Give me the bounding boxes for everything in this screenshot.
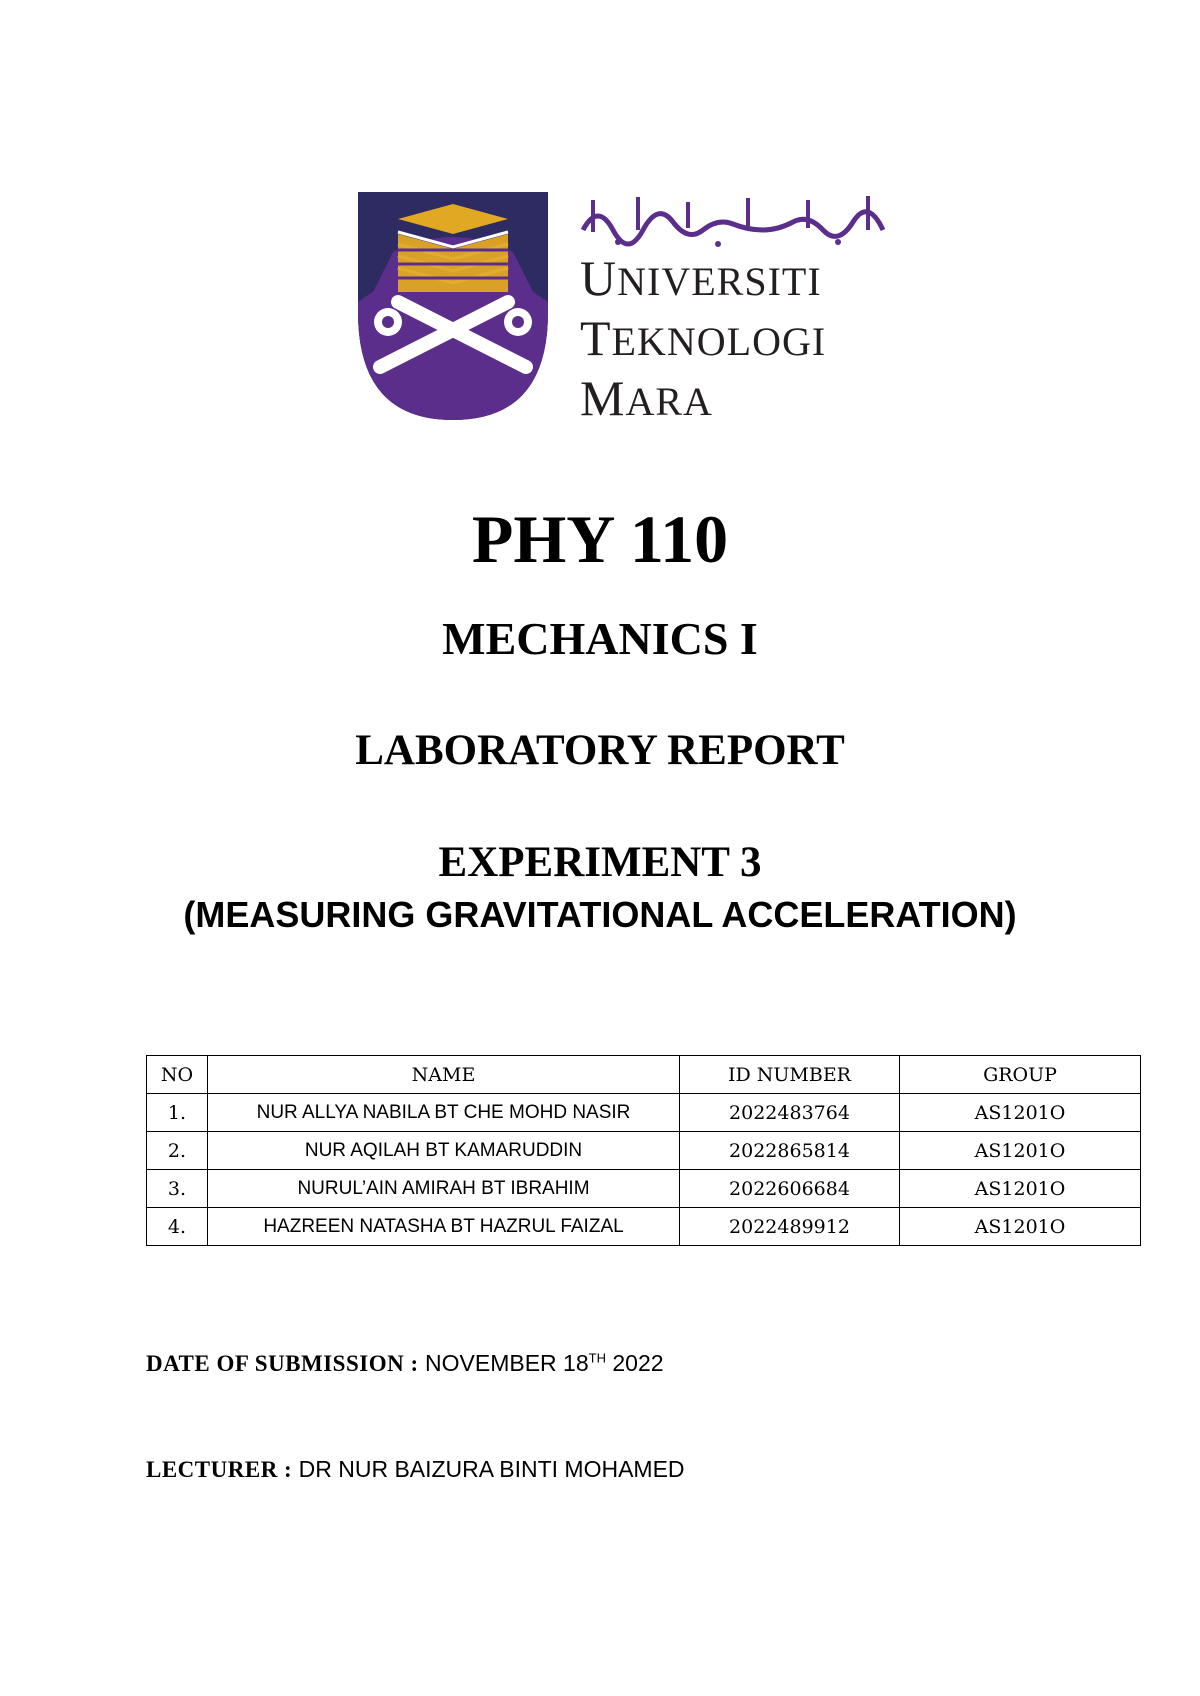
university-name-line-3: MARA: [580, 370, 713, 426]
university-name: [580, 250, 826, 430]
row-group: AS1201O: [900, 1094, 1141, 1132]
header-name: NAME: [208, 1056, 680, 1094]
jawi-calligraphy-icon: [578, 192, 888, 252]
row-no: 3.: [147, 1170, 208, 1208]
submission-year: 2022: [612, 1350, 664, 1376]
row-no: 4.: [147, 1208, 208, 1246]
lecturer: [146, 1456, 685, 1483]
group-members-table: [146, 1055, 1141, 1246]
table-header-row: [147, 1056, 1141, 1094]
submission-date-value: NOVEMBER 18: [425, 1350, 589, 1376]
jawi-script: [578, 192, 888, 252]
course-code: PHY 110: [471, 501, 729, 577]
submission-label: DATE OF SUBMISSION :: [146, 1351, 419, 1376]
row-name: NUR ALLYA NABILA BT CHE MOHD NASIR: [208, 1094, 680, 1132]
row-id: 2022483764: [680, 1094, 900, 1132]
row-group: AS1201O: [900, 1208, 1141, 1246]
table-row: [147, 1170, 1141, 1208]
row-name: NURUL’AIN AMIRAH BT IBRAHIM: [208, 1170, 680, 1208]
university-logo: [358, 192, 898, 426]
submission-date: [146, 1350, 664, 1377]
lecturer-label: LECTURER :: [146, 1457, 293, 1482]
table-row: [147, 1094, 1141, 1132]
header-group: GROUP: [900, 1056, 1141, 1094]
table-row: [147, 1208, 1141, 1246]
course-name: MECHANICS I: [442, 613, 758, 664]
row-id: 2022865814: [680, 1132, 900, 1170]
row-name: HAZREEN NATASHA BT HAZRUL FAIZAL: [208, 1208, 680, 1246]
header-no: NO: [147, 1056, 208, 1094]
row-group: AS1201O: [900, 1132, 1141, 1170]
row-group: AS1201O: [900, 1170, 1141, 1208]
report-type: LABORATORY REPORT: [355, 727, 845, 774]
experiment-number: EXPERIMENT 3: [438, 839, 762, 886]
row-no: 1.: [147, 1094, 208, 1132]
row-id: 2022606684: [680, 1170, 900, 1208]
header-id-number: ID NUMBER: [680, 1056, 900, 1094]
uitm-crest-icon: [358, 192, 548, 420]
university-name-line-1: UNIVERSITI: [580, 250, 822, 306]
submission-date-suffix: TH: [588, 1350, 606, 1366]
university-name-line-2: TEKNOLOGI: [580, 310, 827, 366]
row-id: 2022489912: [680, 1208, 900, 1246]
experiment-title: (MEASURING GRAVITATIONAL ACCELERATION): [183, 894, 1017, 935]
row-no: 2.: [147, 1132, 208, 1170]
table-row: [147, 1132, 1141, 1170]
lecturer-name: DR NUR BAIZURA BINTI MOHAMED: [298, 1456, 685, 1482]
row-name: NUR AQILAH BT KAMARUDDIN: [208, 1132, 680, 1170]
